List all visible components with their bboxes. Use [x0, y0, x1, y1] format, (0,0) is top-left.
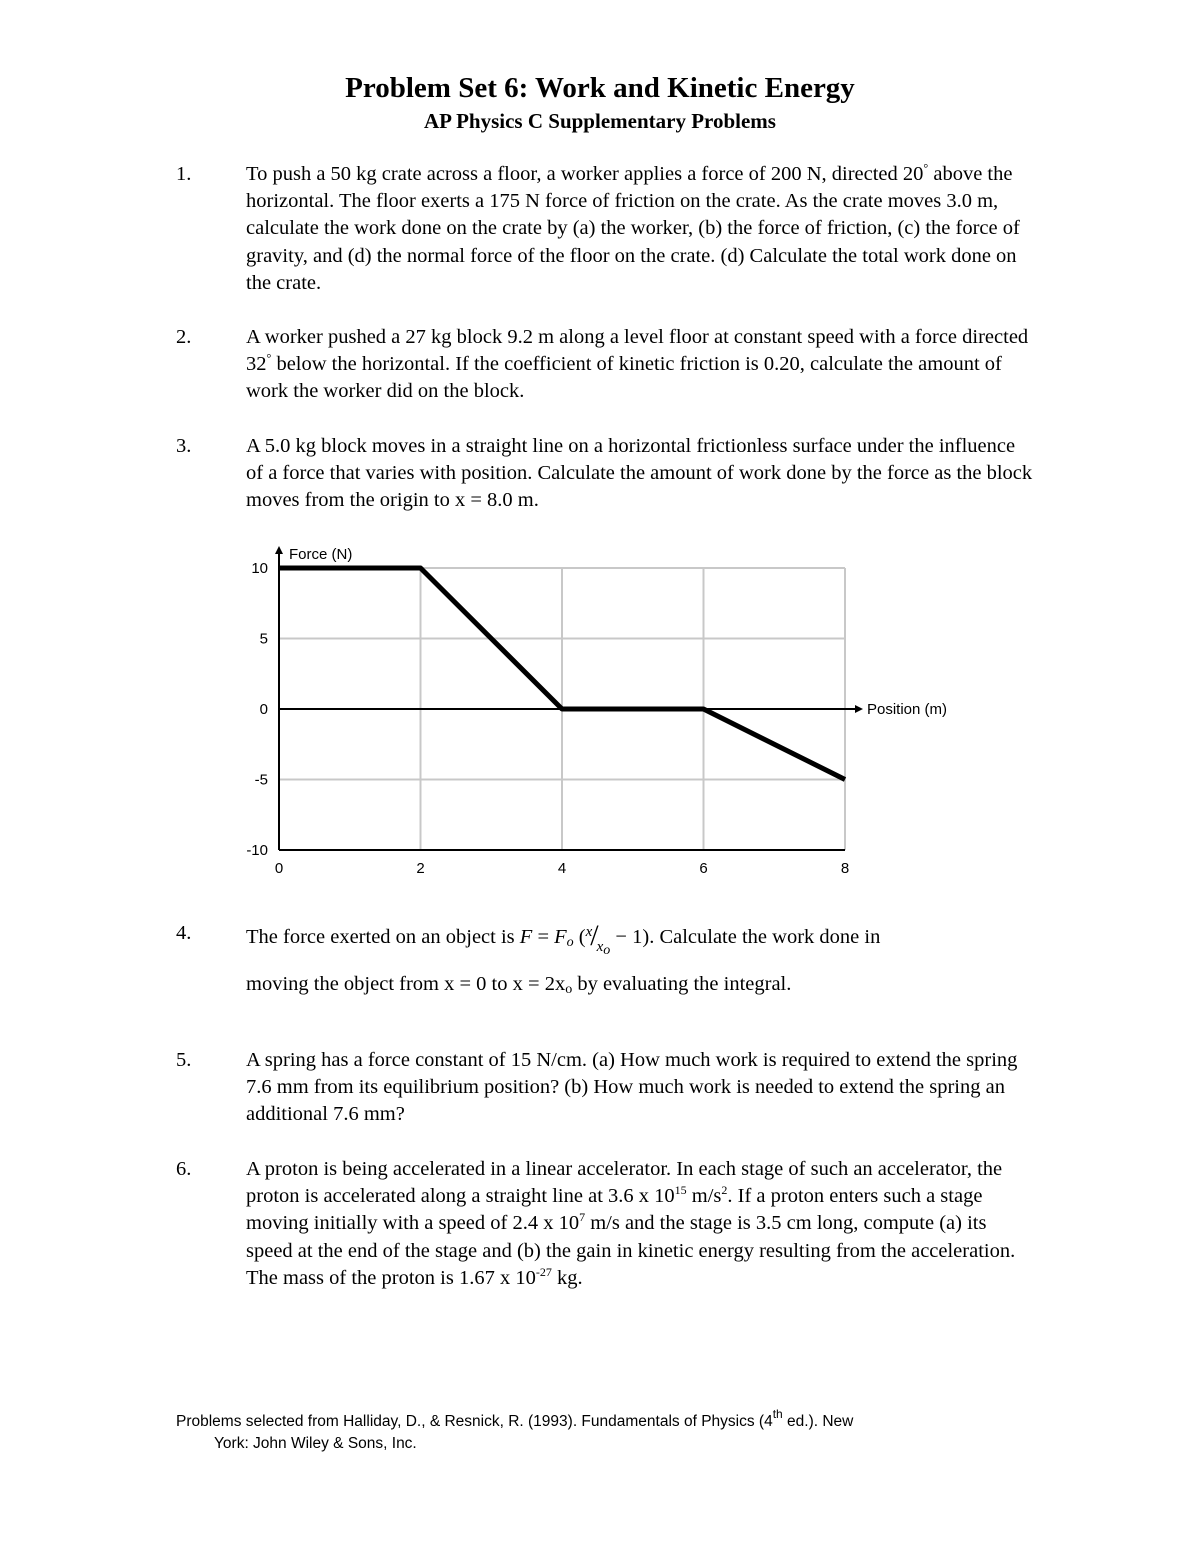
degree-symbol: °	[923, 161, 929, 175]
x-tick-label: 4	[557, 860, 567, 877]
problem-number: 2.	[176, 326, 192, 348]
problem-number: 1.	[176, 163, 192, 185]
x-axis-label: Position (m)	[867, 701, 948, 718]
problem-text: A spring has a force constant of 15 N/cm. (a) How much work is required to extend the spring 7.6 mm from its equilibrium position? (b) How much work is needed to extend the spring an additional 7.6 mm?	[246, 1049, 1018, 1126]
problem-4	[176, 920, 1036, 998]
problem-2	[176, 324, 1036, 406]
y-tick-label: -10	[246, 842, 268, 859]
problem-5	[176, 1047, 1036, 1129]
y-tick-label: 10	[251, 560, 268, 577]
problem-1	[176, 161, 1036, 297]
problem-number: 4.	[176, 922, 192, 944]
problem-text: A proton is being accelerated in a linear accelerator. In each stage of such an accelerator, the proton is accelerated along a straight line at 3.6 x $10^{15}$ $m/s^2$. If a proton enters such a stage moving initially with a speed of 2.4 x $10^7$ m/s and the stage is 3.5 cm long, compute (a) its speed at the end of the stage and (b) the gain in kinetic energy resulting from the acceleration. The mass of the proton is 1.67 x $10^{-27}$ kg.	[246, 1158, 1016, 1289]
problem-text: A 5.0 kg block moves in a straight line on a horizontal frictionless surface under the influence of a force that varies with position. Calculate the amount of work done by the force as the block moves from the origin to x = 8.0 m.	[246, 435, 1033, 512]
page-subtitle: AP Physics C Supplementary Problems	[424, 109, 776, 133]
force-formula: $F = F_o$ $(^x/_{x_o} - 1)$.	[519, 919, 655, 958]
x-axis-arrow-icon	[855, 705, 863, 713]
y-tick-label: 0	[259, 701, 268, 718]
y-axis-arrow-icon	[275, 546, 283, 554]
citation-footnote: Problems selected from Halliday, D., & Resnick, R. (1993). Fundamentals of Physics (4th ed.). New York: John Wiley & Sons, Inc.	[176, 1407, 854, 1452]
page-title: Problem Set 6: Work and Kinetic Energy	[345, 72, 855, 104]
x-tick-label: 2	[416, 860, 425, 877]
degree-symbol: °	[266, 351, 272, 366]
problem-text: To push a 50 kg crate across a floor, a worker applies a force of 200 N, directed 20° above the horizontal. The floor exerts a 175 N force of friction on the crate. As the crate moves 3.0 m, calculate the work done on the crate by (a) the worker, (b) the force of friction, (c) the force of gravity, and (d) the normal force of the floor on the crate. (d) Calculate the total work done on the crate.	[246, 161, 1020, 294]
problem-number: 3.	[176, 435, 192, 457]
problem-number: 5.	[176, 1049, 192, 1071]
y-axis-label: Force (N)	[289, 546, 353, 563]
x-tick-label: 6	[699, 860, 708, 877]
y-tick-label: 5	[259, 630, 268, 648]
problem-text: The force exerted on an object is $F = F_o$ $(^x/_{x_o} - 1)$. Calculate the work done in moving the object from x = 0 to $x = 2x_o$ by evaluating the integral.	[246, 919, 881, 998]
x-tick-label: 0	[274, 860, 284, 877]
y-tick-label: -5	[254, 771, 268, 789]
problem-6	[176, 1156, 1036, 1292]
force-position-chart	[230, 538, 990, 883]
problem-number: 6.	[176, 1158, 192, 1180]
problem-text: A worker pushed a 27 kg block 9.2 m along a level floor at constant speed with a force directed 32° below the horizontal. If the coefficient of kinetic friction is 0.20, calculate the amount of work the worker did on the block.	[246, 326, 1029, 403]
x-tick-label: 8	[840, 860, 850, 877]
problem-3	[176, 433, 1036, 515]
